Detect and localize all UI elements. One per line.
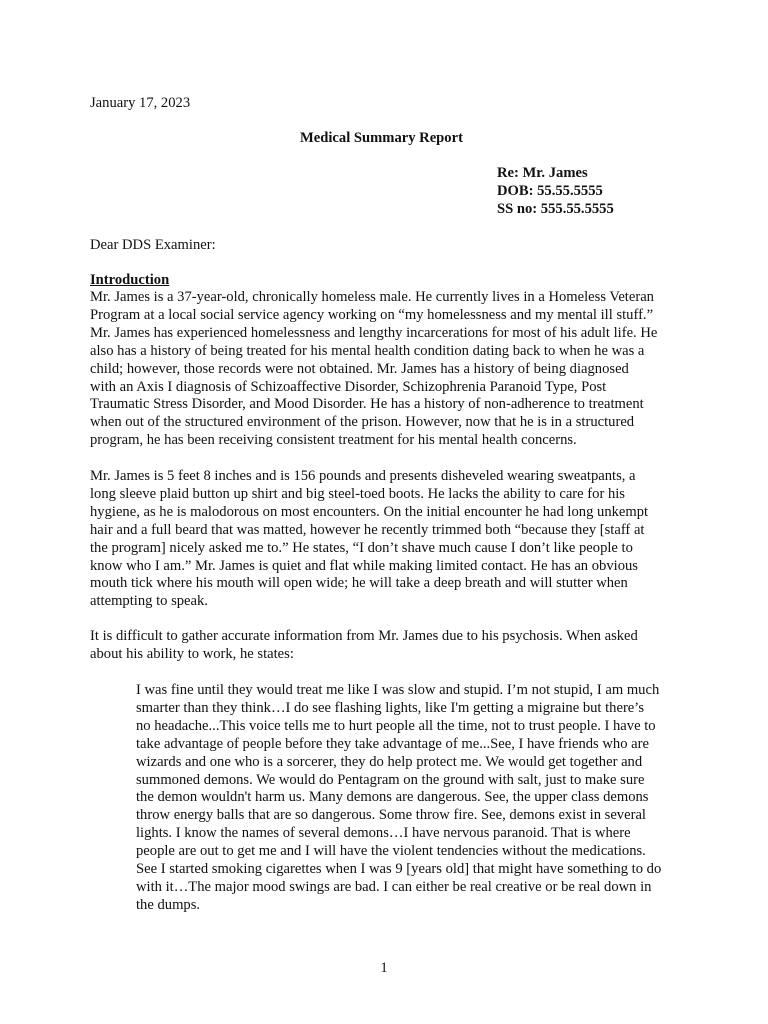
report-date: January 17, 2023	[90, 95, 191, 111]
quote-line: smarter than they think…I do see flashing lights, like I'm getting a migraine but there’s	[136, 699, 645, 716]
paragraph-line: child; however, those records were not obtained. Mr. James has a history of being diagnosed	[90, 360, 629, 377]
paragraph-line: attempting to speak.	[90, 593, 208, 610]
re-line: Re: Mr. James	[497, 165, 588, 181]
paragraph-line: mouth tick where his mouth will open wide; he will take a deep breath and will stutter when	[90, 575, 628, 592]
quote-line: the dumps.	[136, 896, 201, 913]
quote-line: I was fine until they would treat me like I was slow and stupid. I’m not stupid, I am much	[136, 682, 660, 698]
quote-line: throw energy balls that are so dangerous. Some throw fire. See, demons exist in several	[136, 807, 646, 824]
quote-line: See I started smoking cigarettes when I was 9 [years old] that might have something to do	[136, 861, 662, 878]
recipient-block	[497, 164, 614, 218]
paragraph-line: Program at a local social service agency working on “my homelessness and my mental ill stuff.”	[90, 306, 654, 323]
quote-line: the demon wouldn't harm us. Many demons are dangerous. See, the upper class demons	[136, 789, 649, 806]
appearance-paragraph	[90, 468, 648, 611]
paragraph-line: Mr. James has experienced homelessness and lengthy incarcerations for most of his adult life. He	[90, 324, 658, 341]
paragraph-line: Traumatic Stress Disorder, and Mood Disorder. He has a history of non-adherence to treatment	[90, 396, 644, 413]
paragraph-line: Mr. James is 5 feet 8 inches and is 156 pounds and presents disheveled wearing sweatpants, a	[90, 468, 636, 484]
section-heading-introduction: Introduction	[90, 272, 170, 288]
paragraph-line: know who I am.” Mr. James is quiet and flat while making limited contact. He has an obvious	[90, 557, 638, 574]
page-number: 1	[380, 960, 388, 976]
paragraph-line: It is difficult to gather accurate information from Mr. James due to his psychosis. When asked	[90, 628, 638, 644]
quote-line: lights. I know the names of several demons…I have nervous paranoid. That is where	[136, 825, 631, 842]
paragraph-line: about his ability to work, he states:	[90, 645, 294, 662]
introduction-paragraph	[90, 289, 657, 450]
quote-line: take advantage of people before they take advantage of me...See, I have friends who are	[136, 735, 649, 752]
dob-line: DOB: 55.55.5555	[497, 183, 603, 199]
paragraph-line: long sleeve plaid button up shirt and big steel-toed boots. He lacks the ability to care for his	[90, 485, 625, 502]
paragraph-line: also has a history of being treated for his mental health condition dating back to when he was a	[90, 342, 645, 359]
quote-line: people are out to get me and I will have the violent tendencies without the medications.	[136, 843, 646, 860]
quote-line: with it…The major mood swings are bad. I can either be real creative or be real down in	[136, 878, 652, 895]
paragraph-line: Mr. James is a 37-year-old, chronically homeless male. He currently lives in a Homeless Veteran	[90, 289, 654, 305]
paragraph-line: hygiene, as he is malodorous on most encounters. On the initial encounter he had long unkempt	[90, 503, 649, 520]
quote-line: no headache...This voice tells me to hurt people all the time, not to trust people. I have to	[136, 717, 656, 734]
report-title: Medical Summary Report	[300, 130, 463, 146]
paragraph-line: the program] nicely asked me to.” He states, “I don’t shave much cause I don’t like people to	[90, 539, 633, 556]
ss-line: SS no: 555.55.5555	[497, 201, 614, 217]
quote-line: summoned demons. We would do Pentagram on the ground with salt, just to make sure	[136, 771, 645, 788]
quote-line: wizards and one who is a sorcerer, they do help protect me. We would get together and	[136, 753, 643, 770]
paragraph-line: program, he has been receiving consistent treatment for his mental health concerns.	[90, 432, 577, 449]
block-quote	[136, 682, 661, 915]
psychosis-paragraph	[90, 628, 638, 664]
paragraph-line: hair and a full beard that was matted, however he recently trimmed both “because they [staff at	[90, 521, 645, 538]
paragraph-line: with an Axis I diagnosis of Schizoaffective Disorder, Schizophrenia Paranoid Type, Post	[90, 378, 607, 395]
paragraph-line: when out of the structured environment of the prison. However, now that he is in a structured	[90, 414, 635, 431]
salutation: Dear DDS Examiner:	[90, 237, 216, 253]
